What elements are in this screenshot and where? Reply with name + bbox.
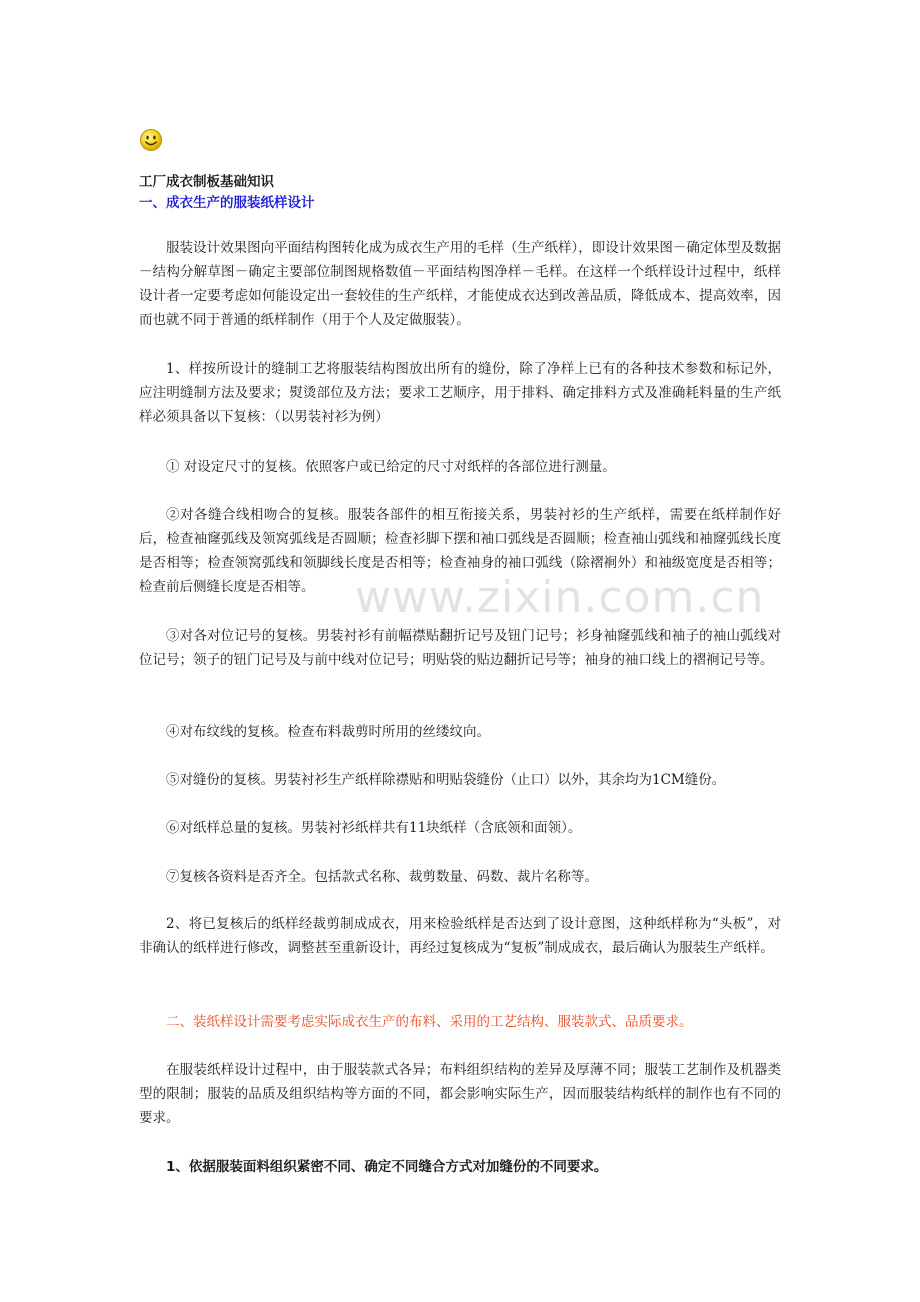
check-item-6: ⑥对纸样总量的复核。男装衬衫纸样共有11块纸样（含底领和面领）。 <box>166 820 582 836</box>
section-2-point-1: 1、依据服装面料组织紧密不同、确定不同缝合方式对加缝份的不同要求。 <box>166 1159 608 1175</box>
check-item-1: ① 对设定尺寸的复核。依照客户或已给定的尺寸对纸样的各部位进行测量。 <box>166 459 616 475</box>
paragraph-point-1: 1、样按所设计的缝制工艺将服装结构图放出所有的缝份，除了净样上已有的各种技术参数和标记外，应注明缝制方法及要求；熨烫部位及方法；要求工艺顺序，用于排料、确定排料方式及准确耗料量的生产纸样必须具备以下复核：（以男装衬衫为例） <box>139 361 781 425</box>
paragraph-point-2: 2、将已复核后的纸样经裁剪制成成衣，用来检验纸样是否达到了设计意图，这种纸样称为“头板”，对非确认的纸样进行修改，调整甚至重新设计，再经过复核成为“复板”制成成衣，最后确认为服装生产纸样。 <box>139 916 781 956</box>
section-heading-2: 二、装纸样设计需要考虑实际成衣生产的布料、采用的工艺结构、服装款式、品质要求。 <box>166 1014 693 1030</box>
section-2-paragraph: 在服装纸样设计过程中，由于服装款式各异；布料组织结构的差异及厚薄不同；服装工艺制作及机器类型的限制；服装的品质及组织结构等方面的不同，都会影响实际生产，因而服装结构纸样的制作也有不同的要求。 <box>139 1062 781 1126</box>
check-item-2: ②对各缝合线相吻合的复核。服装各部件的相互衔接关系，男装衬衫的生产纸样，需要在纸样制作好后，检查袖窿弧线及领窝弧线是否圆顺；检查衫脚下摆和袖口弧线是否圆顺；检查袖山弧线和袖窿弧线长度是否相等；检查领窝弧线和领脚线长度是否相等；检查袖身的袖口弧线（除褶裥外）和袖级宽度是否相等；检查前后侧缝长度是否相等。 <box>139 507 781 595</box>
check-item-3: ③对各对位记号的复核。男装衬衫有前幅襟贴翻折记号及钮门记号；衫身袖窿弧线和袖子的袖山弧线对位记号；领子的钮门记号及与前中线对位记号；明贴袋的贴边翻折记号等；袖身的袖口线上的褶裥记号等。 <box>139 628 781 668</box>
check-item-7: ⑦复核各资料是否齐全。包括款式名称、裁剪数量、码数、裁片名称等。 <box>166 869 598 885</box>
check-item-5: ⑤对缝份的复核。男装衬衫生产纸样除襟贴和明贴袋缝份（止口）以外，其余均为1CM缝份。 <box>166 772 726 788</box>
watermark: www.zixin.com.cn <box>355 572 765 623</box>
smiley-icon <box>139 128 163 152</box>
intro-paragraph: 服装设计效果图向平面结构图转化成为成衣生产用的毛样（生产纸样），即设计效果图－确定体型及数据－结构分解草图－确定主要部位制图规格数值－平面结构图净样－毛样。在这样一个纸样设计过程中，纸样设计者一定要考虑如何能设定出一套较佳的生产纸样，才能使成衣达到改善品质，降低成本、提高效率，因而也就不同于普通的纸样制作（用于个人及定做服装）。 <box>139 240 781 328</box>
document-title: 工厂成衣制板基础知识 <box>139 174 274 190</box>
check-item-4: ④对布纹线的复核。检查布料裁剪时所用的丝缕纹向。 <box>166 724 490 740</box>
section-heading-1: 一、成衣生产的服装纸样设计 <box>139 195 315 211</box>
